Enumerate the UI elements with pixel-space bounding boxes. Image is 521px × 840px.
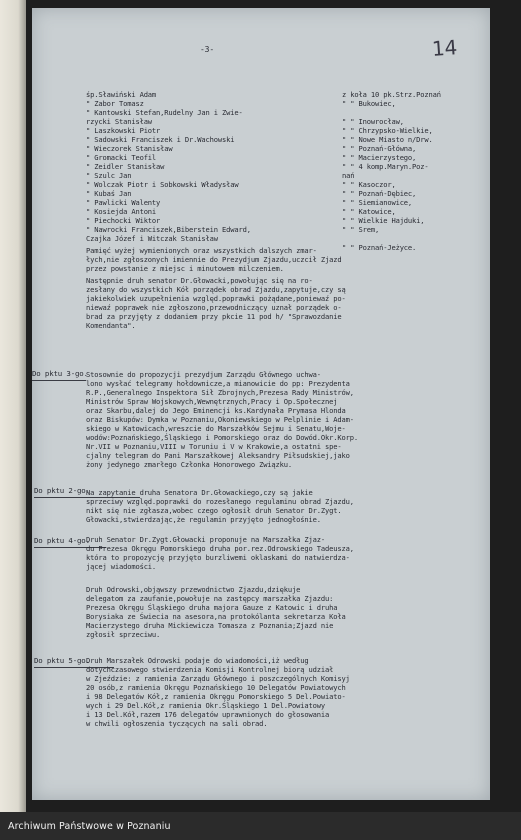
adjacent-page-edge bbox=[0, 0, 26, 812]
name-line: Czajka Józef i Witczak Stanisław bbox=[86, 234, 218, 243]
name-line: " Piechocki Wiktor bbox=[86, 216, 161, 225]
paragraph-memorial bbox=[86, 246, 342, 273]
text-line: sprzeciwy względ.poprawki do rozesłanego regulaminu obrad Zjazdu, bbox=[86, 497, 354, 506]
units-list bbox=[342, 90, 492, 252]
margin-note-pkt2: Do pktu 2-go. bbox=[34, 486, 90, 495]
unit-line: z koła 10 pk.Strz.Poznań bbox=[342, 90, 441, 99]
text-line: Na zapytanie druha Senatora Dr.Głowackiego,czy są jakie bbox=[86, 488, 313, 497]
text-line: dotychczasowego stwierdzenia Komisji Kontrolnej biorą udział bbox=[86, 665, 334, 674]
archive-folio-number: 14 bbox=[431, 35, 458, 61]
text-line: Druh Senator Dr.Zygt.Głowacki proponuje na Marszałka Zjaz- bbox=[86, 535, 326, 544]
name-line: " Pawlicki Walenty bbox=[86, 198, 161, 207]
unit-line: " " Kasoczor, bbox=[342, 180, 396, 189]
text-line: R.P.,Generalnego Inspektora Sił Zbrojnych,Prezesa Rady Ministrów, bbox=[86, 388, 354, 397]
text-line: przez powstanie z miejsc i minutowem milczeniem. bbox=[86, 264, 284, 273]
name-line: " Sadowski Franciszek i Dr.Wachowski bbox=[86, 135, 235, 144]
name-line: " Laszkowski Piotr bbox=[86, 126, 161, 135]
name-line: " Kosiejda Antoni bbox=[86, 207, 157, 216]
unit-line: " " Inowrocław, bbox=[342, 117, 404, 126]
text-line: cjalny telegram do Pani Marszałkowej Aleksandry Piłsudskiej,jako bbox=[86, 451, 350, 460]
text-line: wodów:Poznańskiego,Śląskiego i Pomorskiego oraz do Dowód.Okr.Korp. bbox=[86, 433, 358, 442]
text-line: zesłany do wszystkich Kół porządek obrad Zjazdu,zapytuje,czy są bbox=[86, 285, 346, 294]
text-line: nikt się nie zgłasza,wobec czego ogłosił druh Senator Dr.Zygt. bbox=[86, 506, 342, 515]
margin-note-pkt4: Do pktu 4-go. bbox=[34, 536, 90, 545]
name-line: " Zabor Tomasz bbox=[86, 99, 144, 108]
text-line: delegatom za zaufanie,powołuje na zastępcy marszałka Zjazdu: bbox=[86, 594, 334, 603]
text-line: i 98 Delegatów Kół,z ramienia Okręgu Pomorskiego 5 Del.Powiato- bbox=[86, 692, 346, 701]
deceased-names-list bbox=[86, 90, 356, 243]
text-line: Ministrów Spraw Wojskowych,Wewnętrznych,Pracy i Op.Społecznej bbox=[86, 397, 338, 406]
text-line: Macierzystego druha Mickiewicza Tomasza z Poznania;Zjazd nie bbox=[86, 621, 334, 630]
text-line: jakiekolwiek uzupełnienia względ.poprawki pożądane,poniewaź po- bbox=[86, 294, 346, 303]
text-line: Druh Odrowski,objąwszy przewodnictwo Zjazdu,dziękuje bbox=[86, 585, 301, 594]
name-line: " Nawrocki Franciszek,Biberstein Edward, bbox=[86, 225, 251, 234]
name-line: " Zeidler Stanisław bbox=[86, 162, 165, 171]
unit-line: " " Nowe Miasto n/Drw. bbox=[342, 135, 433, 144]
text-line: oraz Biskupów: Dymka w Poznaniu,Okoniewskiego w Pelplinie i Adam- bbox=[86, 415, 354, 424]
unit-line: " " Macierzystego, bbox=[342, 153, 417, 162]
name-line: " Wolczak Piotr i Sobkowski Władysław bbox=[86, 180, 239, 189]
unit-line bbox=[342, 108, 492, 117]
text-line: oraz Skarbu,dalej do Jego Eminencji ks.Kardynała Prymasa Hlonda bbox=[86, 406, 346, 415]
text-line: 20 osób,z ramienia Okręgu Poznańskiego 10 Delegatów Powiatowych bbox=[86, 683, 346, 692]
unit-line: " " Wielkie Hajduki, bbox=[342, 216, 425, 225]
text-line: brad za przyjęty z dodaniem przy pkcie 11 pod h/ "Sprawozdanie bbox=[86, 312, 342, 321]
name-line: " Szulc Jan bbox=[86, 171, 132, 180]
name-line: rzycki Stanisław bbox=[86, 117, 152, 126]
archive-footer-text: Archiwum Państwowe w Poznaniu bbox=[8, 821, 171, 832]
text-line: w chwili ogłoszenia tyczących na sali obrad. bbox=[86, 719, 268, 728]
archive-footer-bar bbox=[0, 812, 521, 840]
text-line: Prezesa Okręgu Śląskiego druha majora Gauze z Katowic i druha bbox=[86, 603, 338, 612]
unit-line bbox=[342, 234, 492, 243]
unit-line: " " Chrzypsko-Wielkie, bbox=[342, 126, 433, 135]
text-line: Pamięć wyżej wymienionych oraz wszystkich dalszych zmar- bbox=[86, 246, 317, 255]
unit-line: nań bbox=[342, 171, 355, 180]
text-line: du Prezesa Okręgu Pomorskiego druha por.rez.Odrowskiego Tadeusza, bbox=[86, 544, 354, 553]
text-line: łych,nie zgłoszonych imiennie do Prezydjum Zjazdu,uczcił Zjazd bbox=[86, 255, 342, 264]
text-line: niewaź poprawek nie zgłoszono,przewodniczący uznał porządek o- bbox=[86, 303, 342, 312]
page-number: -3- bbox=[200, 45, 214, 54]
unit-line: " " Katowice, bbox=[342, 207, 396, 216]
text-line: skiego w Katowicach,wreszcie do Marszałków Sejmu i Senatu,Woje- bbox=[86, 424, 346, 433]
text-line: i 13 Del.Kół,razem 176 delegatów uprawnionych do głosowania bbox=[86, 710, 330, 719]
text-line: Borysiaka ze Świecia na asesora,na protokólanta sekretarza Koła bbox=[86, 612, 346, 621]
text-line: żony jedynego zmarłego Członka Honorowego Związku. bbox=[86, 460, 293, 469]
name-line: śp.Sławiński Adam bbox=[86, 90, 157, 99]
margin-note-pkt5: Do pktu 5-go. bbox=[34, 656, 90, 665]
name-line: " Kubaś Jan bbox=[86, 189, 132, 198]
paragraph-delegates-count bbox=[86, 656, 350, 728]
text-line: która to propozycję przyjęto burzliwemi oklaskami do natwierdza- bbox=[86, 553, 350, 562]
text-line: Stosownie do propozycji prezydjum Zarządu Głównego uchwa- bbox=[86, 370, 321, 379]
unit-line: " " Siemianowice, bbox=[342, 198, 413, 207]
text-line: zgłosił sprzeciwu. bbox=[86, 630, 161, 639]
unit-line: " " Poznań-Dębiec, bbox=[342, 189, 417, 198]
text-line: Głowacki,stwierdzając,że regulamin przyjęto jednogłośnie. bbox=[86, 515, 321, 524]
paragraph-telegrams bbox=[86, 370, 358, 469]
paragraph-marshal-proposal bbox=[86, 535, 354, 571]
name-line: " Wieczorek Stanisław bbox=[86, 144, 173, 153]
text-line: Następnie druh senator Dr.Głowacki,powołując się na ro- bbox=[86, 276, 313, 285]
margin-note-pkt3: Do pktu 3-go. bbox=[32, 369, 88, 378]
document-page bbox=[32, 8, 490, 800]
unit-line: " " Poznań-Główna, bbox=[342, 144, 417, 153]
margin-rule-pkt3 bbox=[32, 380, 86, 381]
name-line: " Gromacki Teofil bbox=[86, 153, 157, 162]
name-line: " Kantowski Stefan,Rudelny Jan i Zwie- bbox=[86, 108, 243, 117]
text-line: jącej wiadomości. bbox=[86, 562, 157, 571]
text-line: Komendanta". bbox=[86, 321, 136, 330]
unit-line: " " Bukowiec, bbox=[342, 99, 396, 108]
paragraph-regulations bbox=[86, 488, 354, 524]
unit-line: " " 4 komp.Maryn.Poz- bbox=[342, 162, 429, 171]
text-line: w Zjeździe: z ramienia Zarządu Głównego i poszczególnych Komisyj bbox=[86, 674, 350, 683]
text-line: Nr.VII w Poznaniu,VIII w Toruniu i V w Krakowie,a ostatni spe- bbox=[86, 442, 342, 451]
paragraph-agenda bbox=[86, 276, 346, 330]
unit-line: " " Srem, bbox=[342, 225, 380, 234]
unit-line: " " Poznań-Jeżyce. bbox=[342, 243, 417, 252]
text-line: wych i 29 Del.Kół,z ramienia Okr.Śląskiego 1 Del.Powiatowy bbox=[86, 701, 326, 710]
text-line: lono wysłać telegramy hołdownicze,a mianowicie do pp: Prezydenta bbox=[86, 379, 350, 388]
text-line: Druh Marszałek Odrowski podaje do wiadomości,iż według bbox=[86, 656, 309, 665]
paragraph-presidium bbox=[86, 585, 346, 639]
